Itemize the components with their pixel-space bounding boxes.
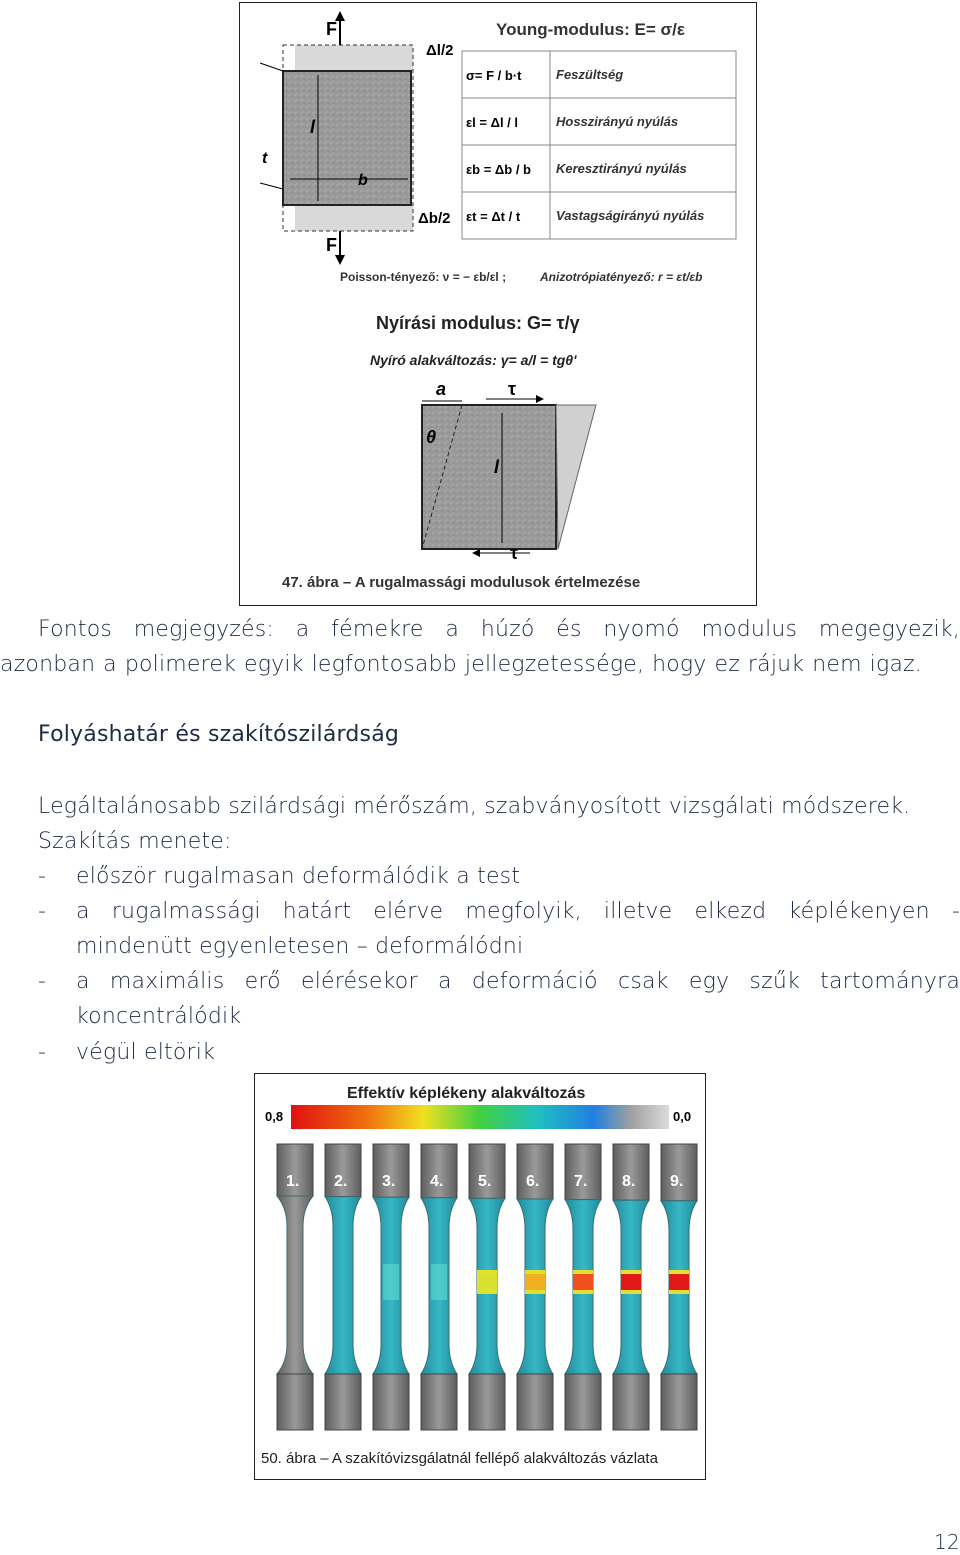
specimen xyxy=(565,1144,601,1430)
specimen xyxy=(421,1144,457,1430)
specimen-label: 7. xyxy=(574,1173,588,1190)
force-bottom-label: F xyxy=(326,235,337,255)
thickness-label: t xyxy=(262,150,268,167)
table-symbol-trans: εb = Δb / b xyxy=(466,162,531,177)
length-label: l xyxy=(310,117,316,137)
specimen-neck-edge xyxy=(477,1270,497,1274)
specimen-bottom-grip xyxy=(469,1374,505,1430)
shear-tau-top-label: τ xyxy=(508,379,517,399)
specimen-bottom-grip xyxy=(277,1374,313,1430)
specimen-neck-zone xyxy=(525,1274,545,1290)
specimen-bottom-grip xyxy=(661,1374,697,1430)
scale-right-label: 0,0 xyxy=(673,1109,692,1124)
specimen-neck-edge xyxy=(621,1270,641,1274)
list-item-1: először rugalmasan deformálódik a test xyxy=(76,864,521,889)
list-dash: - xyxy=(38,864,47,889)
specimen-uniform-zone xyxy=(383,1264,399,1300)
section-heading: Folyáshatár és szakítószilárdság xyxy=(38,722,400,747)
table-label-thick: Vastagságirányú nyúlás xyxy=(556,208,705,223)
delta-l-half-label: Δl/2 xyxy=(426,42,454,59)
specimen-bottom-grip xyxy=(517,1374,553,1430)
note-line-1: Fontos megjegyzés: a fémekre a húzó és nyomó modulus megegyezik, xyxy=(38,617,960,642)
specimen-label: 3. xyxy=(382,1173,396,1190)
list-dash: - xyxy=(38,969,47,994)
specimen-gauge-body xyxy=(277,1196,313,1374)
specimen-top-grip xyxy=(469,1144,505,1198)
specimen-label: 9. xyxy=(670,1173,684,1190)
specimen-gauge-body xyxy=(325,1197,361,1374)
specimen-neck-edge xyxy=(573,1270,593,1274)
intro-line: Legáltalánosabb szilárdsági mérőszám, szabványosított vizsgálati módszerek. xyxy=(38,794,911,819)
list-item-3-line-1: a maximális erő elérésekor a deformáció csak egy szűk tartományra xyxy=(76,969,960,994)
figure-50-drawing xyxy=(255,1074,705,1479)
specimen-uniform-zone xyxy=(431,1264,447,1300)
table-label-trans: Keresztirányú nyúlás xyxy=(556,161,687,176)
list-item-4: végül eltörik xyxy=(76,1040,216,1065)
specimen xyxy=(325,1144,361,1430)
specimen-neck-edge xyxy=(669,1270,689,1274)
specimen xyxy=(517,1144,553,1430)
specimen xyxy=(373,1144,409,1430)
specimen-label: 2. xyxy=(334,1173,348,1190)
specimen-label: 8. xyxy=(622,1173,636,1190)
list-item-2-line-2: mindenütt egyenletesen – deformálódni xyxy=(76,934,524,959)
figure-50 xyxy=(254,1073,706,1480)
table-label-long: Hosszirányú nyúlás xyxy=(556,114,679,129)
specimen-top-grip xyxy=(517,1144,553,1199)
list-item-3-line-2: koncentrálódik xyxy=(76,1004,242,1029)
list-dash: - xyxy=(38,899,47,924)
scale-left-label: 0,8 xyxy=(265,1109,284,1124)
specimen-neck-zone xyxy=(621,1274,641,1290)
specimens-group xyxy=(277,1144,697,1430)
specimen-bottom-grip xyxy=(565,1374,601,1430)
table-label-stress: Feszültség xyxy=(556,67,624,82)
delta-b-half-label: Δb/2 xyxy=(418,210,451,227)
shear-theta-label: θ xyxy=(426,427,437,447)
figure-47-drawing xyxy=(240,3,756,605)
figure-50-caption: 50. ábra – A szakítóvizsgálatnál fellépő alakváltozás vázlata xyxy=(261,1450,658,1467)
figure-50-title: Effektív képlékeny alakváltozás xyxy=(347,1085,586,1102)
shear-a-label: a xyxy=(436,379,447,399)
process-label: Szakítás menete: xyxy=(38,829,232,854)
specimen-neck-zone xyxy=(669,1274,689,1290)
poisson-ratio: Poisson-tényező: ν = − εb/εl ; xyxy=(340,270,507,284)
note-line-2: azonban a polimerek egyik legfontosabb jellegzetessége, hogy ez rájuk nem igaz. xyxy=(0,652,922,677)
specimen xyxy=(613,1144,649,1430)
page-number: 12 xyxy=(934,1530,960,1554)
specimen-bottom-grip xyxy=(613,1374,649,1430)
shear-tau-bottom-label: τ xyxy=(510,543,519,563)
specimen-neck-edge xyxy=(669,1290,689,1294)
modulus-table xyxy=(462,51,736,239)
specimen-neck-edge xyxy=(477,1290,497,1294)
specimen xyxy=(661,1144,697,1430)
figure-47-caption: 47. ábra – A rugalmassági modulusok értelmezése xyxy=(282,574,641,591)
specimen-label: 4. xyxy=(430,1173,444,1190)
specimen-bottom-grip xyxy=(373,1374,409,1430)
specimen-bottom-grip xyxy=(325,1374,361,1430)
specimen-label: 6. xyxy=(526,1173,540,1190)
specimen xyxy=(277,1144,313,1430)
specimen-label: 1. xyxy=(286,1173,300,1190)
table-symbol-long: εl = Δl / l xyxy=(466,115,518,130)
color-scale-bar xyxy=(291,1105,669,1129)
specimen-label: 5. xyxy=(478,1173,492,1190)
specimen-neck-zone xyxy=(573,1274,593,1290)
specimen-neck-zone xyxy=(477,1274,497,1290)
list-dash: - xyxy=(38,1040,47,1065)
specimen-neck-edge xyxy=(525,1290,545,1294)
list-item-2-line-1: a rugalmassági határt elérve megfolyik, illetve elkezd képlékenyen - xyxy=(76,899,960,924)
force-top-label: F xyxy=(326,19,337,39)
specimen-neck-edge xyxy=(525,1270,545,1274)
anisotropy-factor: Anizotrópiatényező: r = εt/εb xyxy=(540,270,703,284)
shear-modulus-title: Nyírási modulus: G= τ/γ xyxy=(376,313,580,333)
shear-l-label: l xyxy=(494,457,500,477)
width-label: b xyxy=(358,172,368,189)
table-symbol-stress: σ= F / b·t xyxy=(466,68,522,83)
shear-strain-formula: Nyíró alakváltozás: γ= a/l = tgθ' xyxy=(370,352,577,368)
specimen-top-grip xyxy=(565,1144,601,1200)
young-modulus-title: Young-modulus: E= σ/ε xyxy=(496,20,685,39)
specimen-neck-edge xyxy=(573,1290,593,1294)
table-symbol-thick: εt = Δt / t xyxy=(466,209,521,224)
specimen-neck-edge xyxy=(621,1290,641,1294)
specimen xyxy=(469,1144,505,1430)
figure-47 xyxy=(239,2,757,606)
specimen-bottom-grip xyxy=(421,1374,457,1430)
